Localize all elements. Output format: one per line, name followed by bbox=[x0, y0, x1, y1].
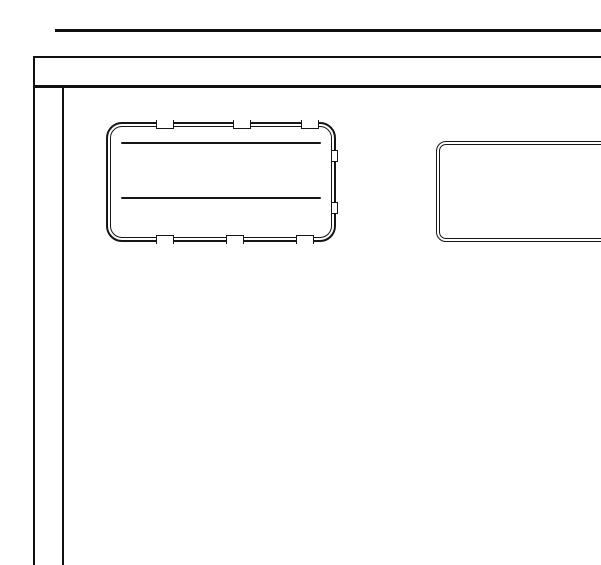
connector-notch bbox=[296, 235, 314, 244]
section-top-rule bbox=[33, 56, 601, 58]
inner-frame-left-border bbox=[62, 85, 64, 565]
connector-ak-diagram bbox=[436, 141, 601, 242]
connector-notch bbox=[226, 235, 244, 244]
connector-bump bbox=[331, 202, 338, 214]
connector-notch bbox=[233, 120, 251, 129]
connector-bump bbox=[331, 150, 338, 162]
connector-notch bbox=[156, 235, 174, 244]
outer-frame-left-border bbox=[33, 56, 35, 565]
connector-aa-diagram bbox=[106, 122, 336, 242]
connector-aa-top-pin-strip bbox=[121, 142, 321, 144]
section-bottom-rule bbox=[33, 85, 601, 88]
top-rule bbox=[55, 29, 601, 32]
connector-notch bbox=[156, 120, 174, 129]
connector-aa-bottom-pin-strip bbox=[121, 197, 321, 199]
connector-notch bbox=[301, 120, 319, 129]
connector-ak-inner-outline bbox=[439, 144, 601, 239]
